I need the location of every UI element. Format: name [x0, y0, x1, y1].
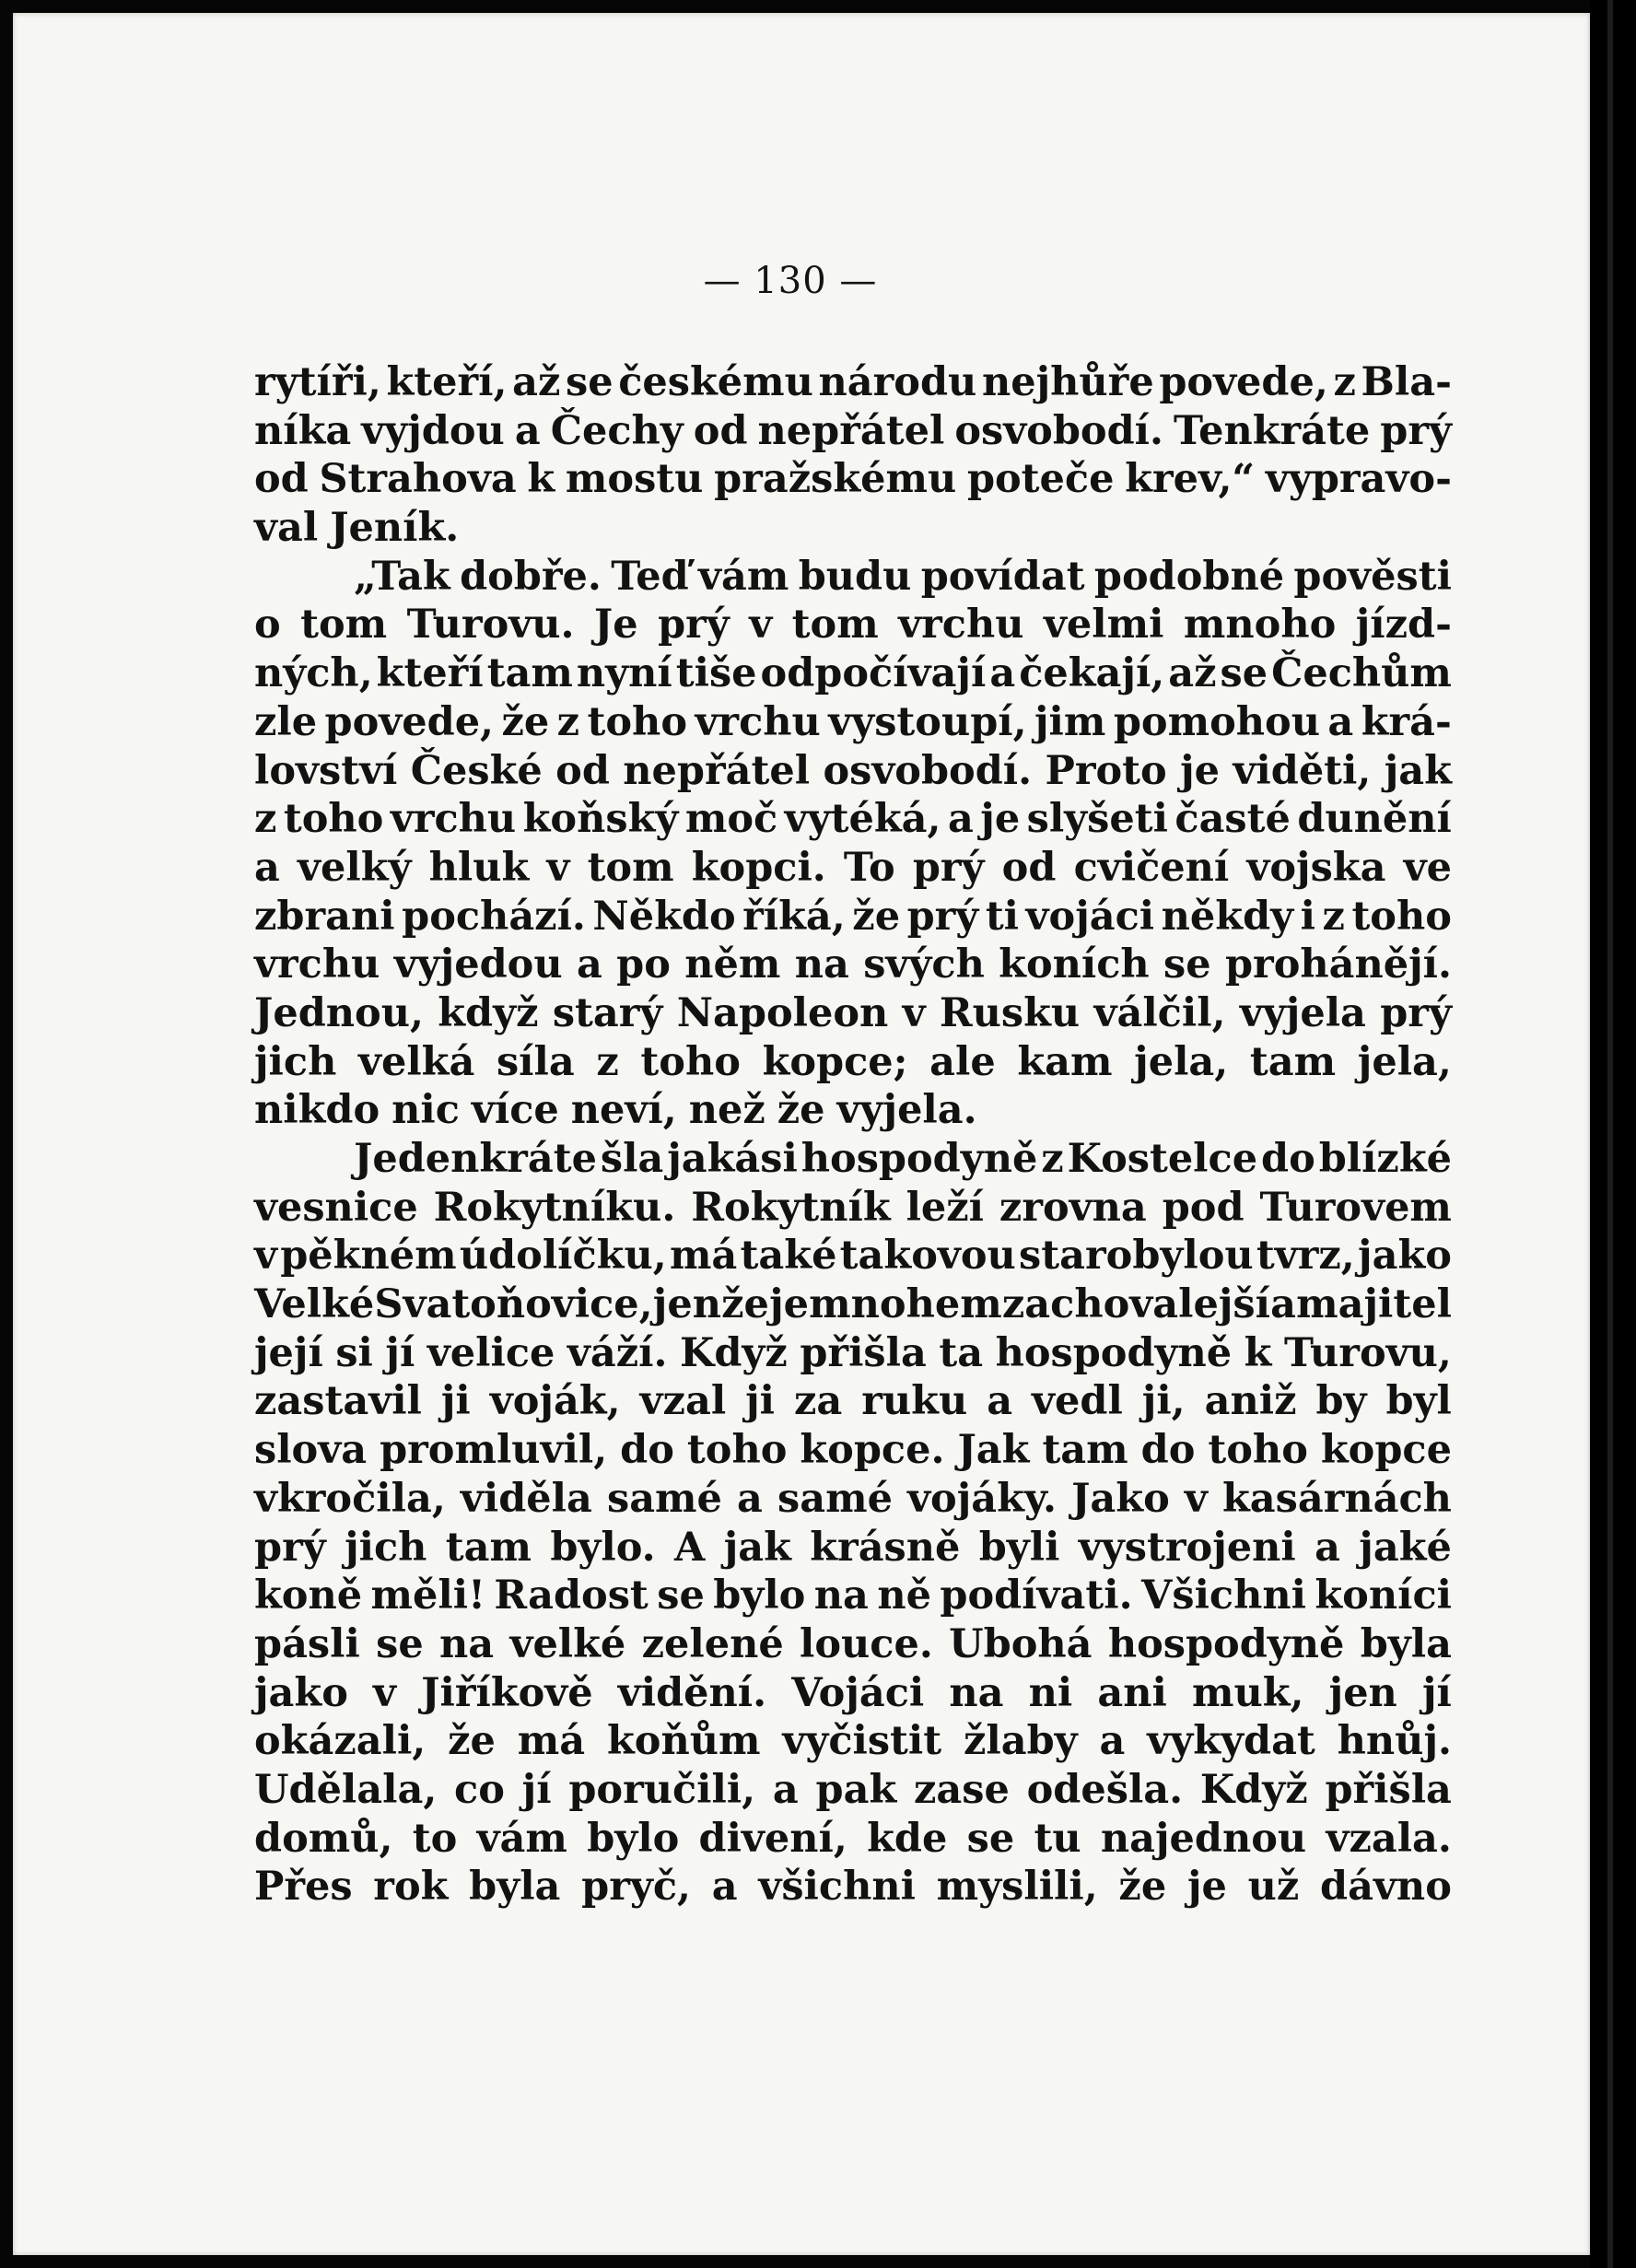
text-line: a velký hluk v tom kopci. To prý od cvičení vojska ve [254, 844, 1452, 891]
text-line: zle povede, že z toho vrchu vystoupí, jim pomohou a krá- [254, 698, 1452, 745]
text-line: od Strahova k mostu pražskému poteče krev,“ vypravo- [254, 456, 1452, 503]
text-line: okázali, že má koňům vyčistit žlaby a vykydat hnůj. [254, 1718, 1452, 1765]
text-line: Přes rok byla pryč, a všichni myslili, že je už dávno [254, 1864, 1452, 1911]
text-line: val Jeník. [254, 505, 460, 552]
text-line: domů, to vám bylo divení, kde se tu najednou vzala. [254, 1815, 1452, 1862]
scan-right-edge [1590, 0, 1636, 2268]
text-line: Jednou, když starý Napoleon v Rusku válčil, vyjela prý [254, 989, 1452, 1036]
text-line: o tom Turovu. Je prý v tom vrchu velmi mnoho jízd- [254, 602, 1452, 649]
text-line: v pěkném údolíčku, má také takovou starobylou tvrz, jako [254, 1233, 1452, 1280]
text-line: rytíři, kteří, až se českému národu nejhůře povede, z Bla- [254, 359, 1452, 405]
text-line: Jedenkráte šla jakási hospodyně z Kostelce do blízké [354, 1136, 1452, 1182]
text-line: zbrani pochází. Někdo říká, že prý ti vojáci někdy i z toho [254, 893, 1452, 940]
text-line: vkročila, viděla samé a samé vojáky. Jako v kasárnách [254, 1475, 1452, 1522]
text-line: níka vyjdou a Čechy od nepřátel osvobodí. Tenkráte prý [254, 407, 1452, 454]
text-line: „Tak dobře. Teď vám budu povídat podobné pověsti [354, 553, 1452, 600]
text-line: pásli se na velké zelené louce. Ubohá hospodyně byla [254, 1620, 1452, 1667]
book-page [13, 13, 1590, 2255]
text-line: její si jí velice váží. Když přišla ta hospodyně k Turovu, [254, 1329, 1452, 1376]
body-text [254, 358, 1452, 1911]
text-line: jako v Jiříkově vidění. Vojáci na ni ani muk, jen jí [254, 1669, 1452, 1716]
text-line: zastavil ji voják, vzal ji za ruku a vedl ji, aniž by byl [254, 1378, 1452, 1425]
binding-shadow [1607, 0, 1613, 2268]
text-line: Velké Svatoňovice, jen že je mnohem zachovalejší a majitel [254, 1281, 1452, 1328]
text-line: Udělala, co jí poručili, a pak zase odešla. Když přišla [254, 1766, 1452, 1813]
text-line: lovství České od nepřátel osvobodí. Proto je viděti, jak [254, 747, 1452, 794]
text-line: slova promluvil, do toho kopce. Jak tam do toho kopce [254, 1427, 1452, 1474]
text-line: ných, kteří tam nyní tiše odpočívají a čekají, až se Čechům [254, 650, 1452, 697]
text-line: prý jich tam bylo. A jak krásně byli vystrojeni a jaké [254, 1524, 1452, 1571]
text-line: nikdo nic více neví, než že vyjela. [254, 1087, 977, 1134]
text-line: koně měli! Radost se bylo na ně podívati. Všichni koníci [254, 1572, 1452, 1619]
page-number: — 130 — [703, 260, 878, 302]
text-line: vrchu vyjedou a po něm na svých koních se prohánějí. [254, 941, 1452, 988]
text-line: z toho vrchu koňský moč vytéká, a je slyšeti časté dunění [254, 796, 1452, 843]
text-line: jich velká síla z toho kopce; ale kam jela, tam jela, [254, 1038, 1452, 1085]
text-line: vesnice Rokytníku. Rokytník leží zrovna pod Turovem [254, 1184, 1452, 1231]
